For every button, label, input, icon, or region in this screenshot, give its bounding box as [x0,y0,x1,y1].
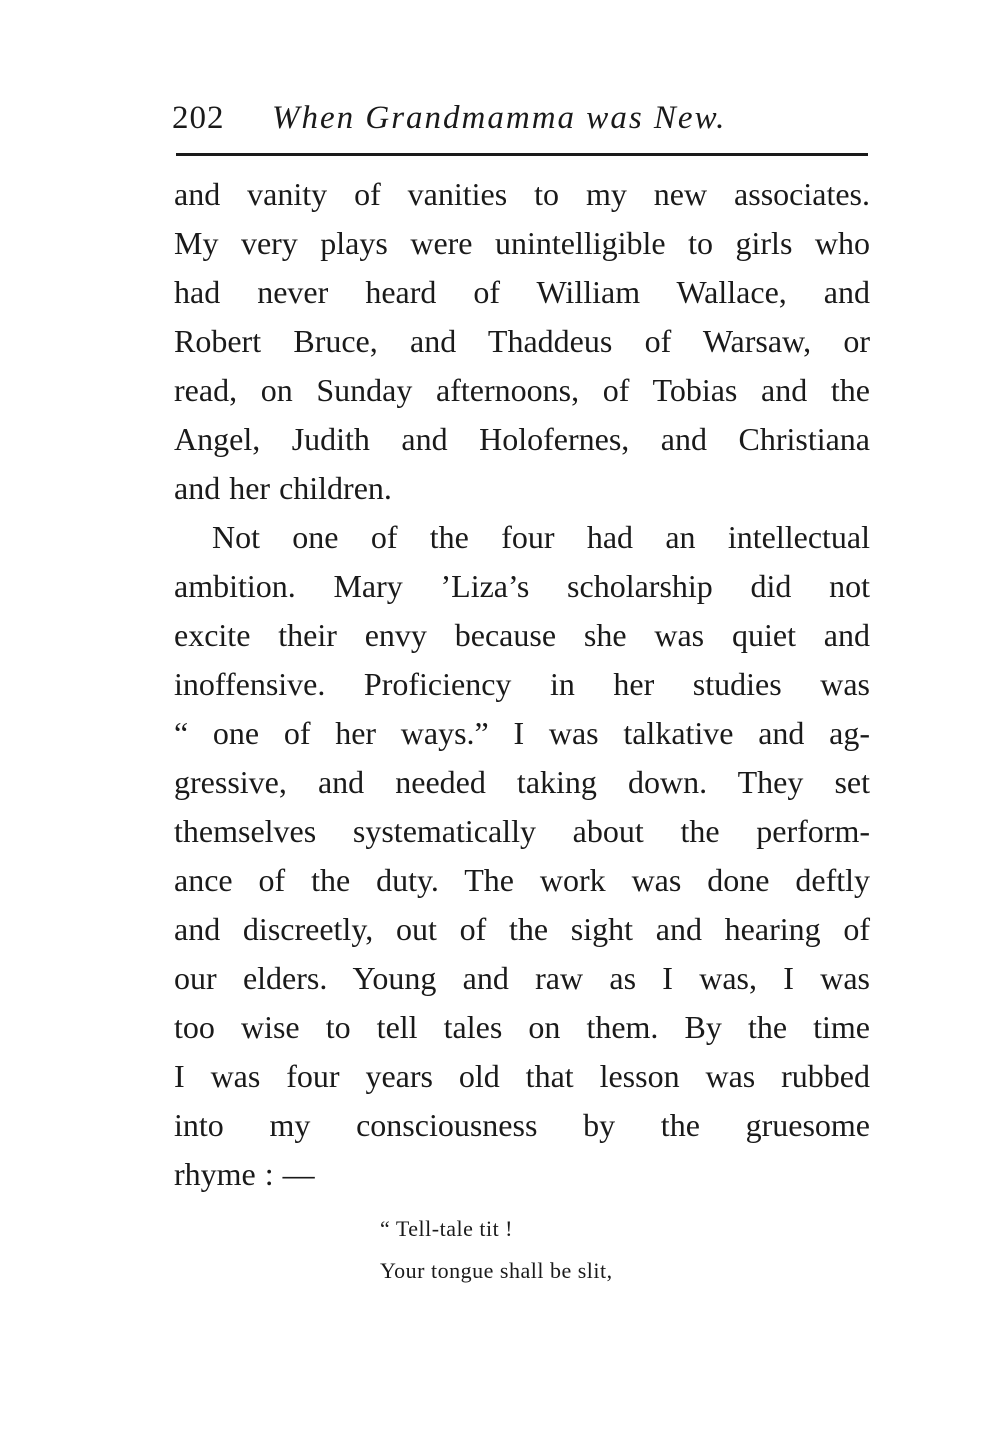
text-line: “ one of her ways.” I was talkative and ag- [174,715,870,751]
page-number: 202 [172,100,225,136]
text-line: too wise to tell tales on them. By the time [174,1009,870,1045]
verse-line: “ Tell-tale tit ! [380,1216,514,1241]
verse-line: Your tongue shall be slit, [380,1258,613,1283]
text-line: Angel, Judith and Holofernes, and Christiana [174,421,870,457]
running-title: When Grandmamma was New. [272,100,727,136]
paragraph-2 [174,513,870,1199]
text-line: Not one of the four had an intellectual [212,519,870,555]
text-line: ance of the duty. The work was done deftly [174,862,870,898]
text-line: read, on Sunday afternoons, of Tobias and the [174,372,870,408]
text-line: I was four years old that lesson was rubbed [174,1058,870,1094]
text-line: ambition. Mary ’Liza’s scholarship did not [174,568,870,604]
text-line: our elders. Young and raw as I was, I was [174,960,870,996]
text-line: My very plays were unintelligible to girls who [174,225,870,261]
text-line: and her children. [174,470,392,506]
verse-quote [380,1208,780,1292]
text-line: and discreetly, out of the sight and hearing of [174,911,870,947]
text-line: into my consciousness by the gruesome [174,1107,870,1143]
text-line: had never heard of William Wallace, and [174,274,870,310]
text-line: Robert Bruce, and Thaddeus of Warsaw, or [174,323,870,359]
text-line: gressive, and needed taking down. They set [174,764,870,800]
paragraph-1 [174,170,870,513]
text-line: and vanity of vanities to my new associates. [174,176,870,212]
body-text [174,170,870,1199]
page-header [172,93,872,143]
text-line: rhyme : — [174,1156,315,1192]
text-line: themselves systematically about the perform- [174,813,870,849]
header-rule [176,153,868,156]
text-line: inoffensive. Proficiency in her studies was [174,666,870,702]
text-line: excite their envy because she was quiet and [174,617,870,653]
